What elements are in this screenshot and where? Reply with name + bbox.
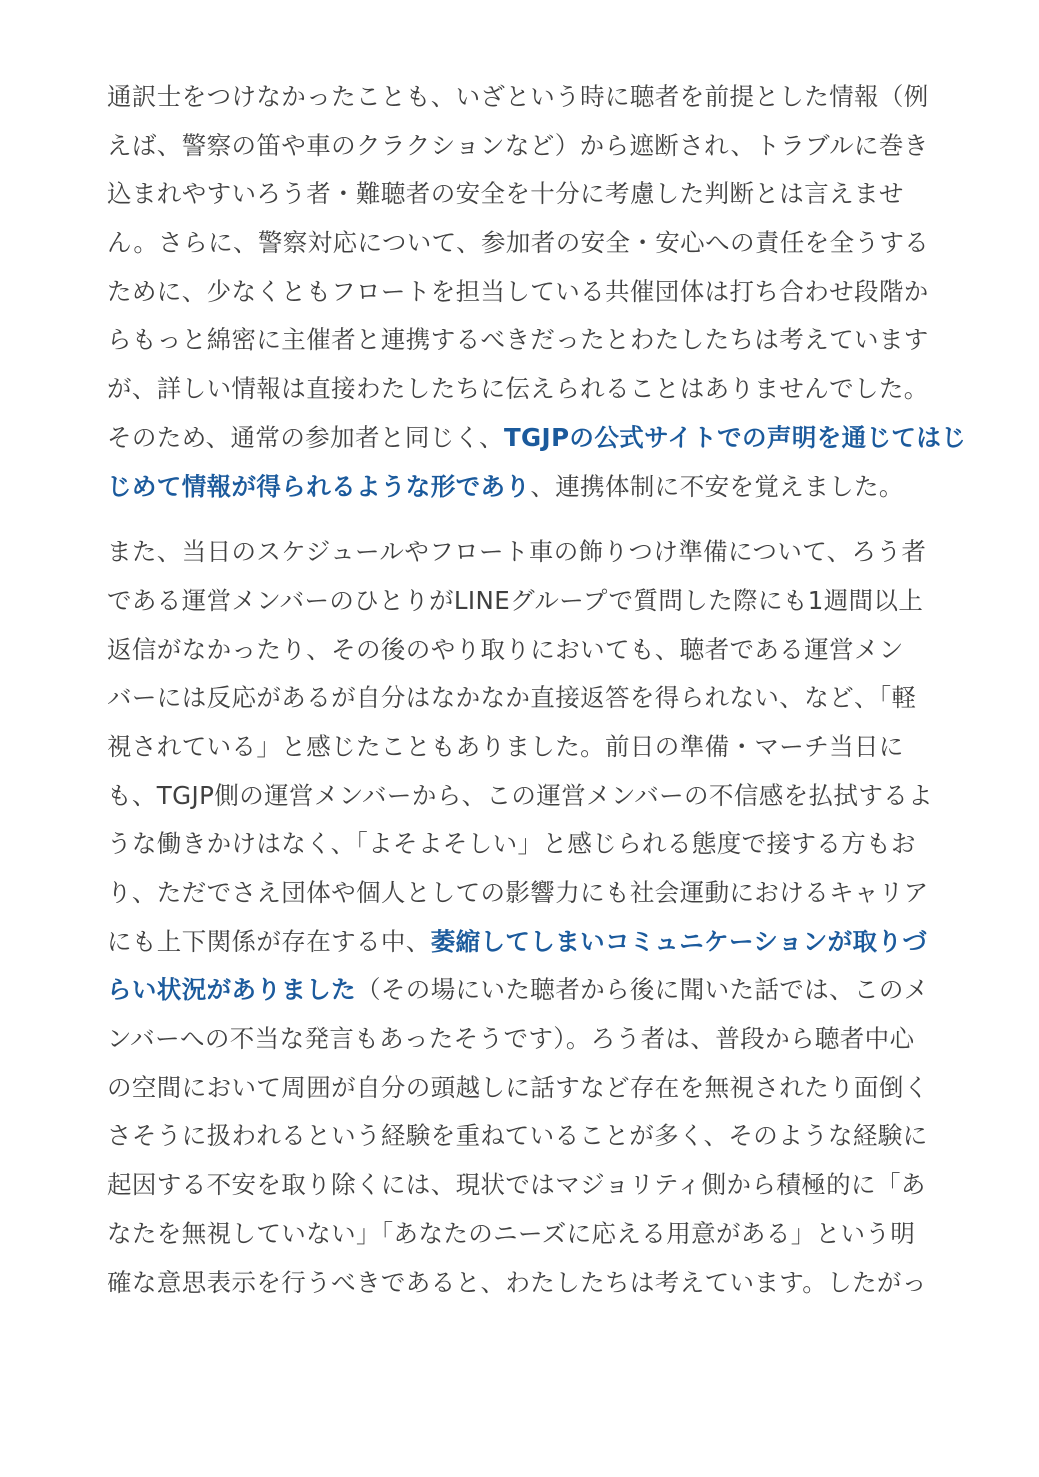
text-line bbox=[107, 219, 935, 268]
text-line bbox=[107, 1015, 935, 1064]
text-line bbox=[107, 365, 935, 414]
text-line bbox=[107, 1112, 935, 1161]
body-text: うな働きかけはなく、「よそよそしい」と感じられる態度で接する方もお bbox=[107, 829, 916, 859]
body-text: も、TGJP側の運営メンバーから、この運営メンバーの不信感を払拭するよ bbox=[107, 780, 934, 810]
text-line bbox=[107, 170, 935, 219]
highlighted-text: TGJPの公式サイトでの声明を通じてはじ bbox=[503, 422, 967, 452]
body-text: そのため、通常の参加者と同じく、 bbox=[107, 422, 504, 452]
text-line bbox=[107, 723, 935, 772]
text-line bbox=[107, 73, 935, 122]
body-text: バーには反応があるが自分はなかなか直接返答を得られない、など、「軽 bbox=[107, 683, 917, 713]
text-line bbox=[107, 1210, 935, 1259]
text-line bbox=[107, 626, 935, 675]
body-text: なたを無視していない」「あなたのニーズに応える用意がある」という明 bbox=[107, 1218, 916, 1248]
body-text: 視されている」と感じたこともありました。前日の準備・マーチ当日に bbox=[107, 731, 904, 761]
body-text: 起因する不安を取り除くには、現状ではマジョリティ側から積極的に「あ bbox=[107, 1170, 926, 1200]
text-line bbox=[107, 1161, 935, 1210]
paragraph bbox=[107, 73, 967, 511]
text-line bbox=[107, 463, 935, 512]
text-line bbox=[107, 918, 935, 967]
highlighted-text: じめて情報が得られるような形であり bbox=[107, 471, 531, 501]
text-line bbox=[107, 414, 967, 463]
body-text: ンバーへの不当な発言もあったそうです）。ろう者は、普段から聴者中心 bbox=[107, 1024, 915, 1054]
body-text: 通訳士をつけなかったことも、いざという時に聴者を前提とした情報（例 bbox=[107, 82, 929, 111]
text-line bbox=[107, 772, 935, 821]
article-body bbox=[107, 73, 967, 1307]
body-text: である運営メンバーのひとりがLINEグループで質問した際にも1週間以上 bbox=[107, 585, 924, 615]
text-line bbox=[107, 268, 935, 317]
body-text: 、連携体制に不安を覚えました。 bbox=[530, 471, 904, 501]
body-text: らもっと綿密に主催者と連携するべきだったとわたしたちは考えています bbox=[107, 325, 929, 355]
body-text: 込まれやすいろう者・難聴者の安全を十分に考慮した判断とは言えませ bbox=[107, 179, 904, 209]
body-text: さそうに扱われるという経験を重ねていることが多く、そのような経験に bbox=[107, 1121, 928, 1151]
text-line bbox=[107, 1259, 935, 1308]
body-text: 確な意思表示を行うべきであると、わたしたちは考えています。したがっ bbox=[107, 1267, 927, 1297]
text-line bbox=[107, 869, 935, 918]
body-text: の空間において周囲が自分の頭越しに話すなど存在を無視されたり面倒く bbox=[107, 1072, 929, 1102]
highlighted-text: 萎縮してしまいコミュニケーションが取りづ bbox=[430, 926, 928, 956]
text-line bbox=[107, 122, 935, 171]
text-line bbox=[107, 966, 935, 1015]
body-text: （その場にいた聴者から後に聞いた話では、このメ bbox=[356, 975, 929, 1005]
text-line bbox=[107, 820, 935, 869]
body-text: また、当日のスケジュールやフロート車の飾りつけ準備について、ろう者 bbox=[107, 537, 927, 567]
text-line bbox=[107, 528, 935, 577]
body-text: えば、警察の笛や車のクラクションなど）から遮断され、トラブルに巻き bbox=[107, 130, 929, 160]
body-text: り、ただでさえ団体や個人としての影響力にも社会運動におけるキャリア bbox=[107, 878, 929, 907]
text-line bbox=[107, 316, 935, 365]
body-text: が、詳しい情報は直接わたしたちに伝えられることはありませんでした。 bbox=[107, 374, 929, 404]
text-line bbox=[107, 1064, 935, 1113]
text-line bbox=[107, 577, 935, 626]
body-text: ん。さらに、警察対応について、参加者の安全・安心への責任を全うする bbox=[107, 228, 930, 258]
highlighted-text: らい状況がありました bbox=[107, 975, 356, 1005]
body-text: 返信がなかったり、その後のやり取りにおいても、聴者である運営メン bbox=[107, 634, 904, 664]
paragraph bbox=[107, 528, 935, 1307]
text-line bbox=[107, 674, 935, 723]
body-text: ために、少なくともフロートを担当している共催団体は打ち合わせ段階か bbox=[107, 276, 929, 306]
body-text: にも上下関係が存在する中、 bbox=[107, 926, 431, 956]
